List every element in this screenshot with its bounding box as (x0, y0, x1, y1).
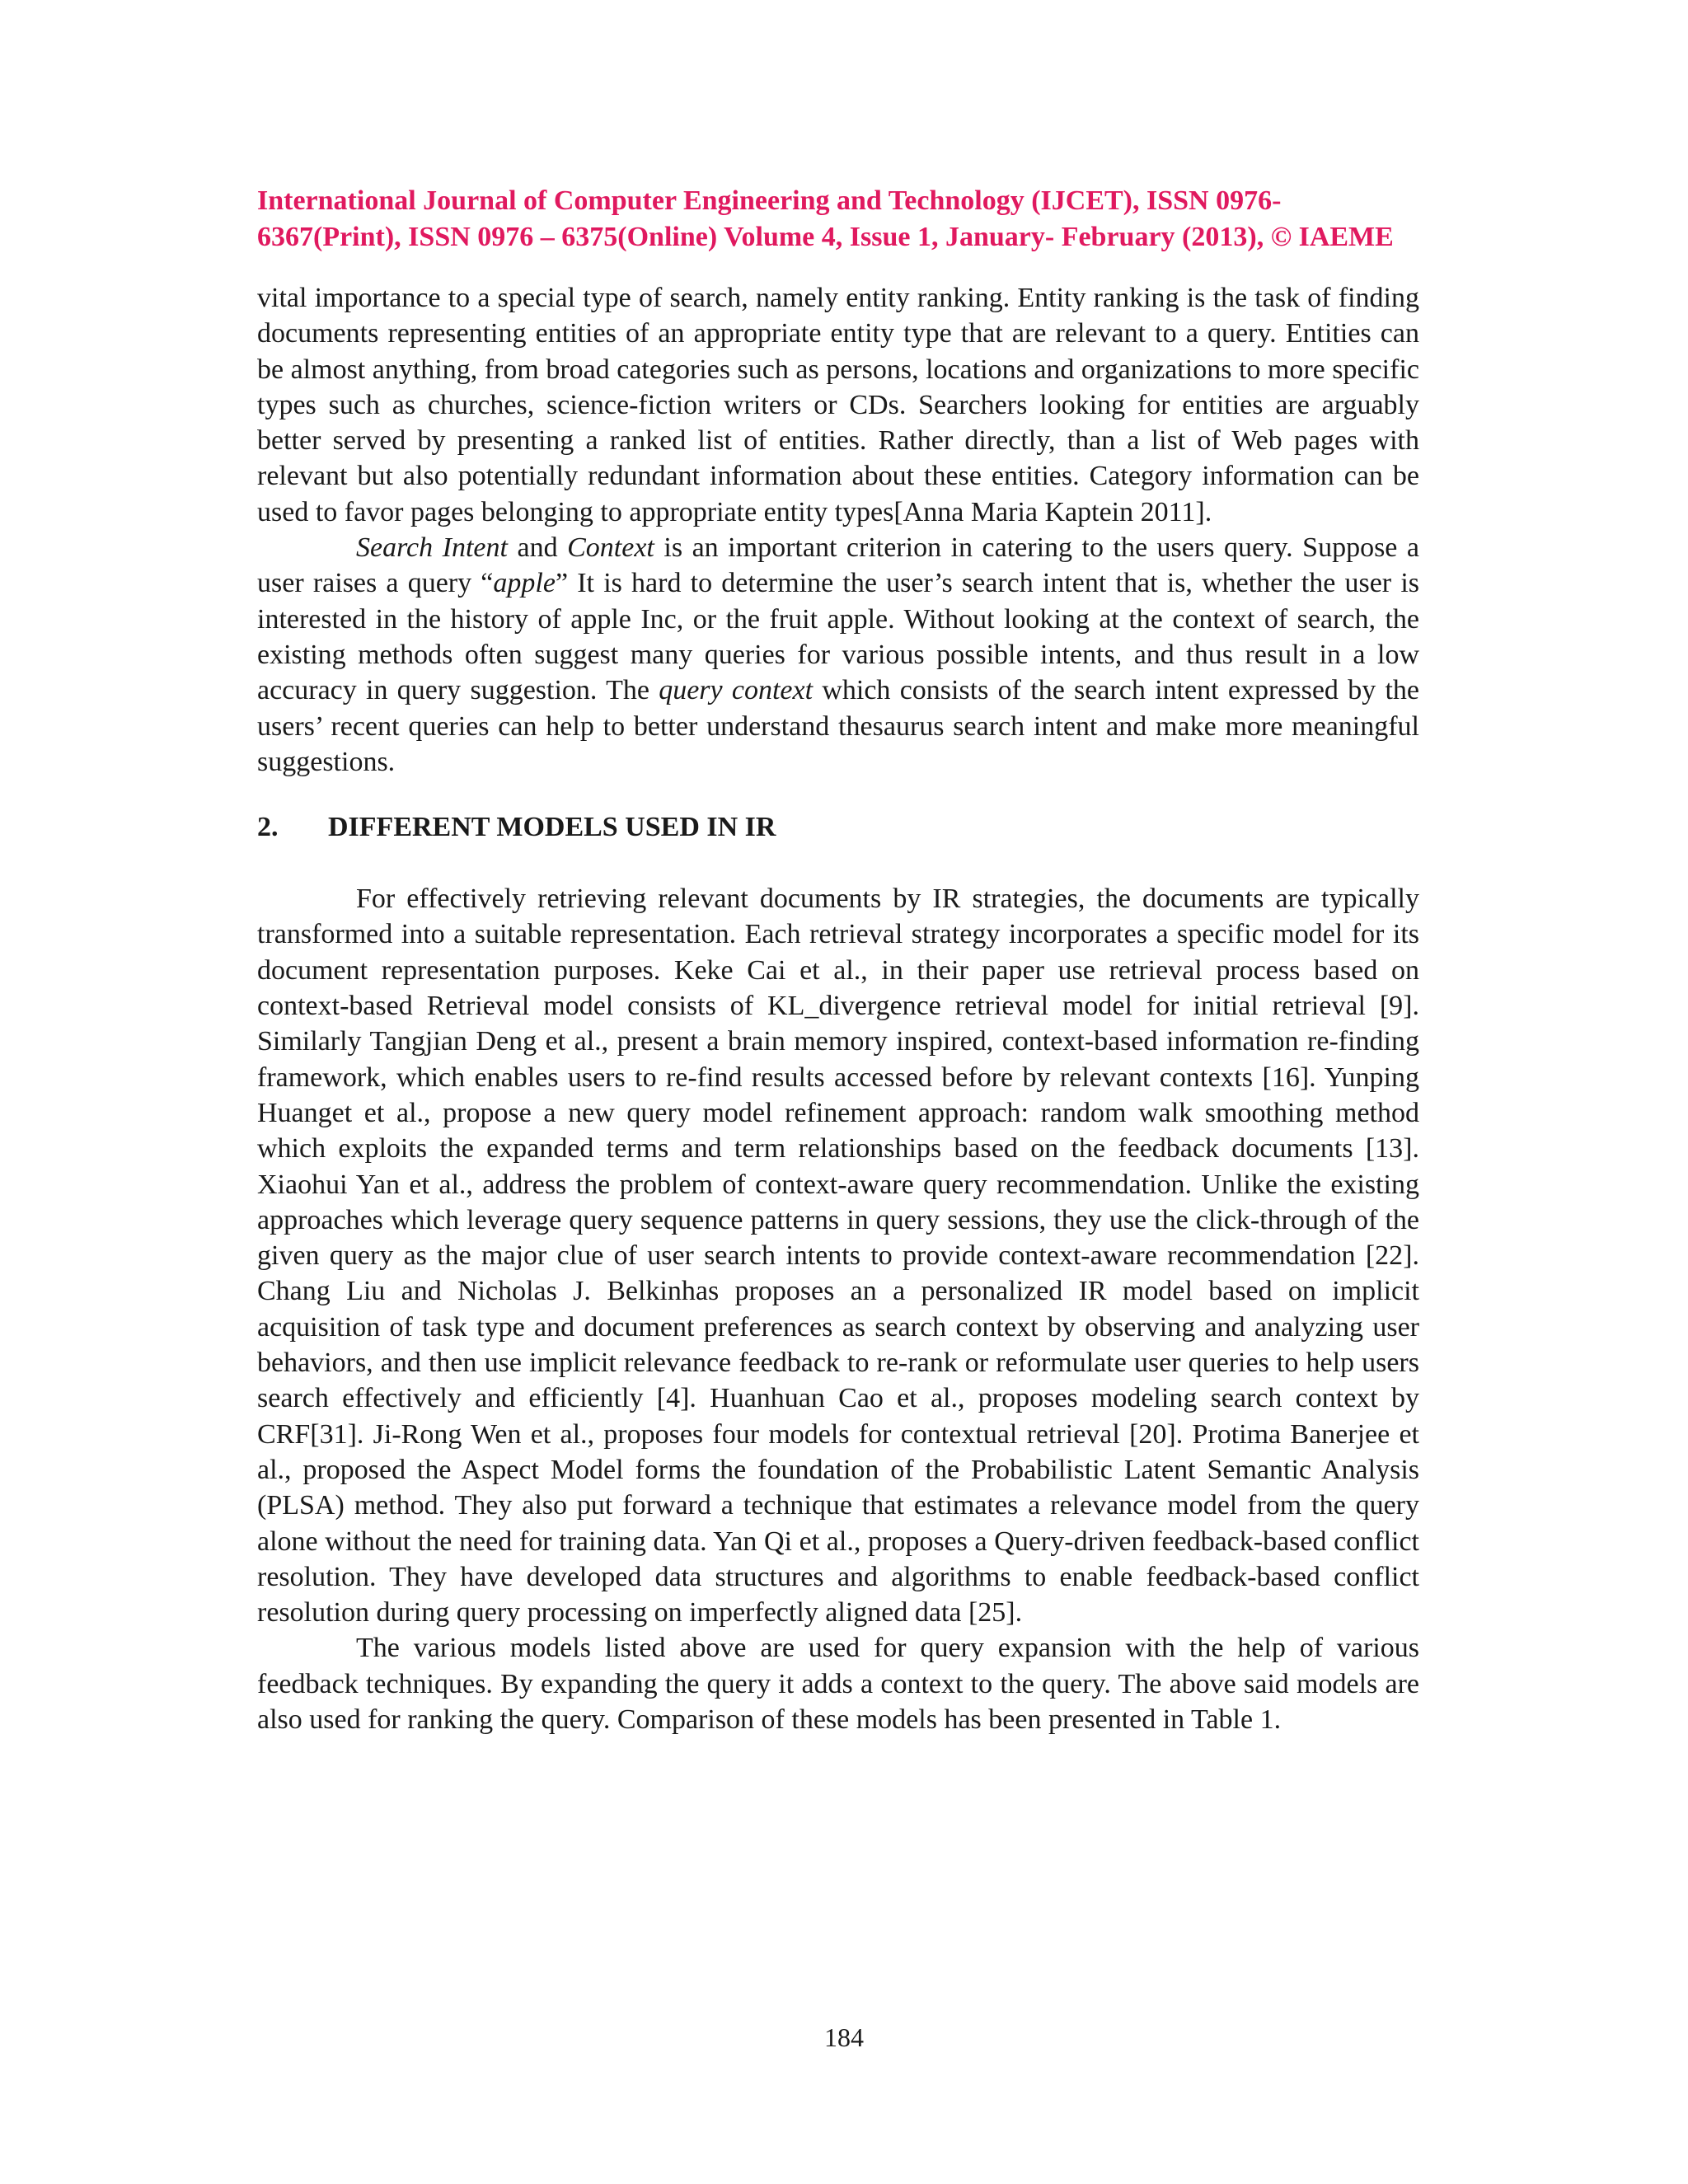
journal-header (257, 183, 1419, 255)
page-number: 184 (824, 2022, 864, 2052)
journal-header-line2: 6367(Print), ISSN 0976 – 6375(Online) Volume 4, Issue 1, January- February (2013), © IAEME (257, 222, 1394, 252)
section-title: DIFFERENT MODELS USED IN IR (328, 812, 776, 843)
paragraph-models: For effectively retrieving relevant documents by IR strategies, the documents are typically transformed into a suitable representation. Each retrieval strategy incorporates a specific model for its document representation purposes. Keke Cai et al., in their paper use retrieval process based on context-based Retrieval model consists of KL_divergence retrieval model for initial retrieval [9]. Similarly Tangjian Deng et al., present a brain memory inspired, context-based information re-finding framework, which enables users to re-find results accessed before by relevant contexts [16]. Yunping Huanget et al., propose a new query model refinement approach: random walk smoothing method which exploits the expanded terms and term relationships based on the feedback documents [13]. Xiaohui Yan et al., address the problem of context-aware query recommendation. Unlike the existing approaches which leverage query sequence patterns in query sessions, they use the click-through of the given query as the major clue of user search intents to provide context-aware recommendation [22]. Chang Liu and Nicholas J. Belkinhas proposes an a personalized IR model based on implicit acquisition of task type and document preferences as search context by observing and analyzing user behaviors, and then use implicit relevance feedback to re-rank or reformulate user queries to help users search effectively and efficiently [4]. Huanhuan Cao et al., proposes modeling search context by CRF[31]. Ji-Rong Wen et al., proposes four models for contextual retrieval [20]. Protima Banerjee et al., proposed the Aspect Model forms the foundation of the Probabilistic Latent Semantic Analysis (PLSA) method. They also put forward a technique that estimates a relevance model from the query alone without the need for training data. Yan Qi et al., proposes a Query-driven feedback-based conflict resolution. They have developed data structures and algorithms to enable feedback-based conflict resolution during query processing on imperfectly aligned data [25]. (257, 883, 1419, 1629)
text-run: and (507, 532, 568, 564)
paragraph-entity-ranking: vital importance to a special type of search, namely entity ranking. Entity ranking is the task of finding documents representing entities of an appropriate entity type that are relevant to a query. Entities can be almost anything, from broad categories such as persons, locations and organizations to more specific types such as churches, science-fiction writers or CDs. Searchers looking for entities are arguably better served by presenting a ranked list of entities. Rather directly, than a list of Web pages with relevant but also potentially redundant information about these entities. Category information can be used to favor pages belonging to appropriate entity types[Anna Maria Kaptein 2011]. (257, 283, 1419, 527)
term-query-context: query context (659, 675, 814, 706)
term-context: Context (567, 532, 654, 564)
text-run: which consists of the search intent expressed by the users’ recent queries can help to better understand thesaurus search intent and make more meaningful suggestions. (257, 675, 1420, 777)
paragraph-search-intent (257, 530, 1419, 780)
text-run: is an important criterion in catering to the users query. Suppose a user raises a query “ (257, 532, 1420, 599)
text-run: ” It is hard to determine the user’s search intent that is, whether the user is interested in the history of apple Inc, or the fruit apple. Without looking at the context of search, the existing methods often suggest many queries for various possible intents, and thus result in a low accuracy in query suggestion. The (257, 568, 1419, 706)
term-apple: apple (493, 568, 556, 599)
section-heading (257, 809, 1419, 845)
article-body (257, 280, 1419, 1737)
paragraph-summary: The various models listed above are used for query expansion with the help of various feedback techniques. By expanding the query it adds a context to the query. The above said models are also used for ranking the query. Comparison of these models has been presented in Table 1. (257, 1633, 1419, 1735)
section-number: 2. (257, 812, 279, 843)
journal-header-line1: International Journal of Computer Engineering and Technology (IJCET), ISSN 0976- (257, 185, 1282, 216)
term-search-intent: Search Intent (356, 532, 508, 564)
